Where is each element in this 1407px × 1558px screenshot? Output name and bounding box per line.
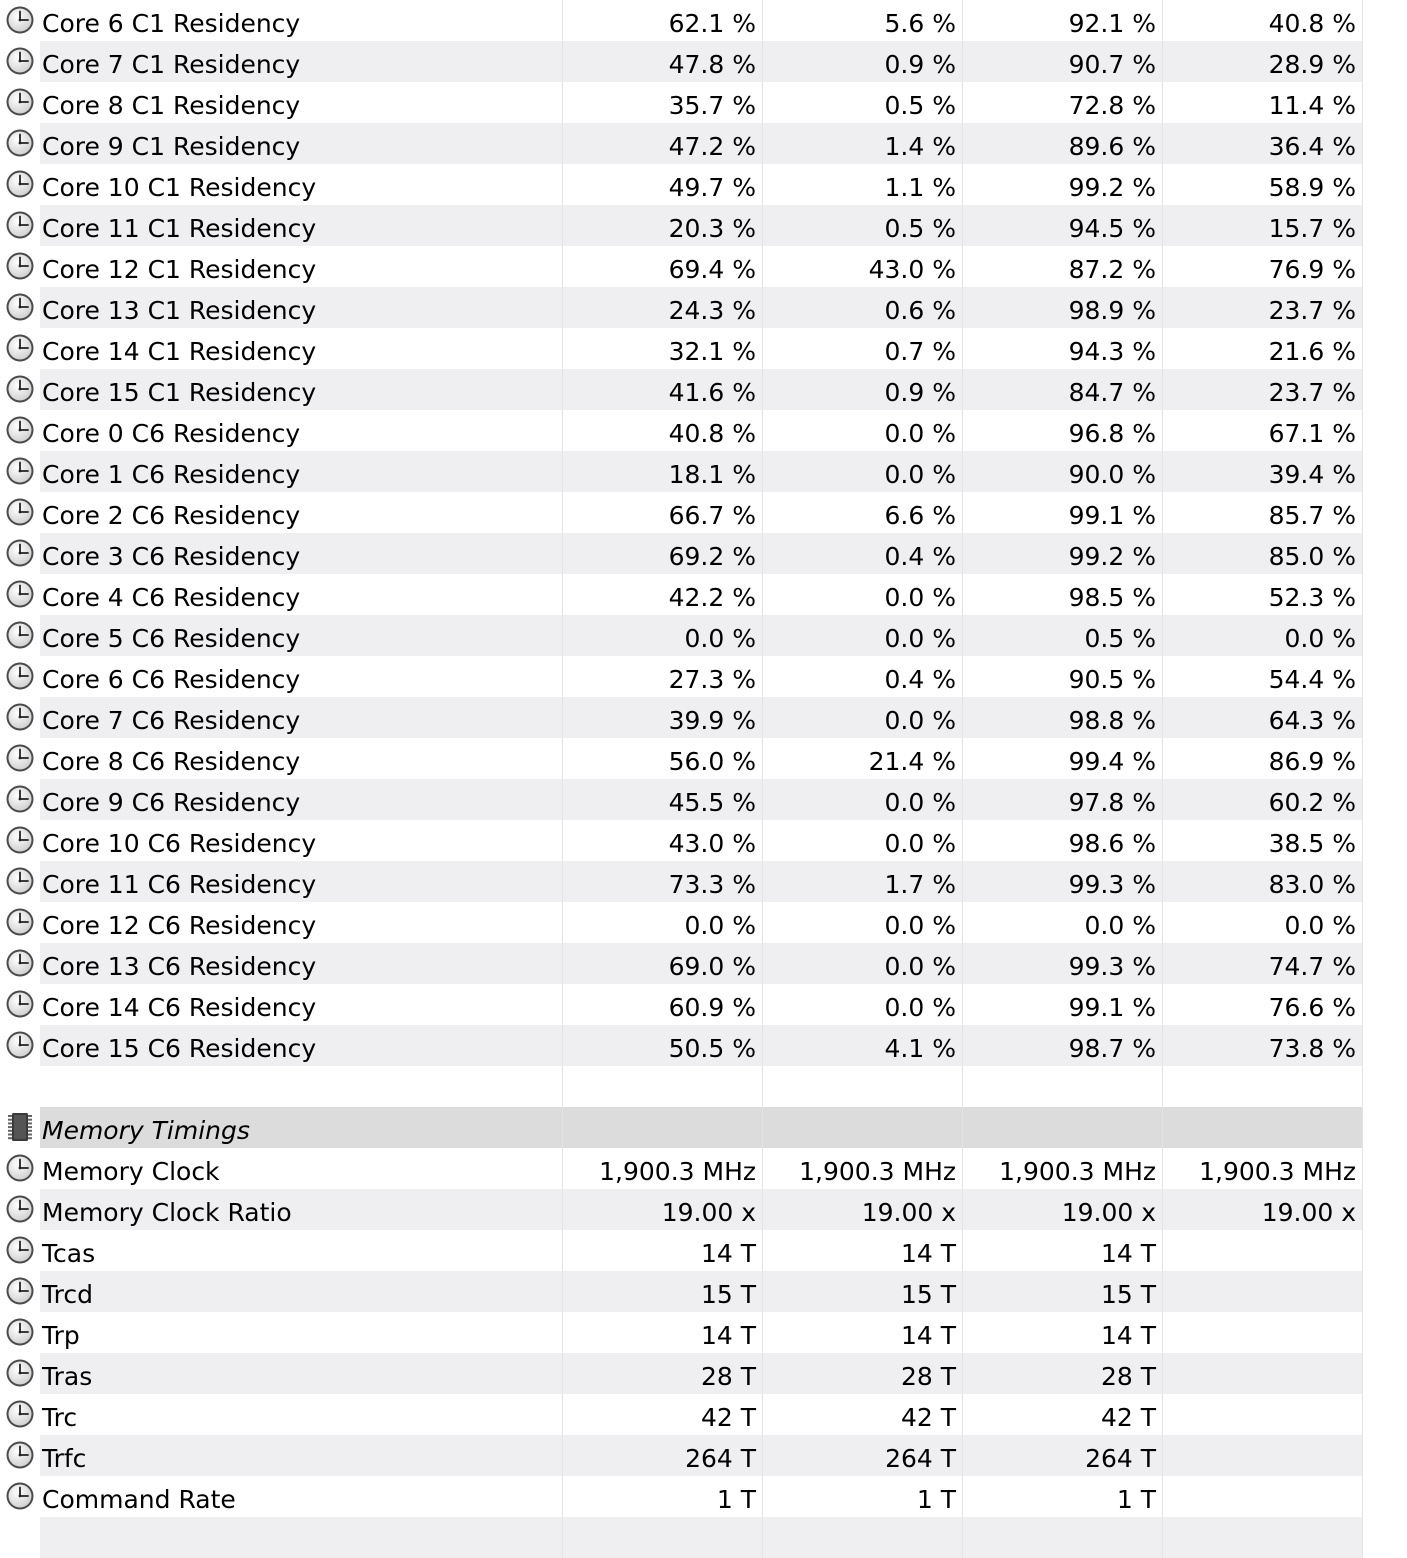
minimum-value: 1 T [916, 1485, 956, 1514]
average-value: 21.6 % [1268, 337, 1356, 366]
sensor-row[interactable] [0, 369, 1407, 410]
average-value: 0.0 % [1284, 911, 1356, 940]
clock-icon [5, 497, 35, 527]
clock-icon [5, 169, 35, 199]
clock-icon [5, 1276, 35, 1306]
average-value [1166, 1230, 1356, 1271]
minimum-value: 264 T [885, 1444, 956, 1473]
clock-icon [5, 1235, 35, 1265]
clock-icon [5, 1399, 35, 1429]
current-value: 62.1 % [668, 9, 756, 38]
sensor-row[interactable] [0, 1189, 1407, 1230]
maximum-value: 98.5 % [1068, 583, 1156, 612]
average-value [1166, 1271, 1356, 1312]
clock-icon [5, 866, 35, 896]
maximum-value: 28 T [1100, 1362, 1156, 1391]
sensor-label: Core 6 C6 Residency [42, 665, 301, 694]
average-value: 74.7 % [1268, 952, 1356, 981]
maximum-value: 87.2 % [1068, 255, 1156, 284]
minimum-value: 0.0 % [884, 993, 956, 1022]
average-value: 73.8 % [1268, 1034, 1356, 1063]
current-value: 35.7 % [668, 91, 756, 120]
sensor-row[interactable] [0, 1230, 1407, 1271]
clock-icon [5, 784, 35, 814]
minimum-value: 42 T [900, 1403, 956, 1432]
average-value: 23.7 % [1268, 296, 1356, 325]
clock-icon [5, 538, 35, 568]
sensor-row[interactable] [0, 984, 1407, 1025]
current-value: 47.8 % [668, 50, 756, 79]
clock-icon [5, 1030, 35, 1060]
group-label: Memory Timings [42, 1116, 250, 1145]
clock-icon [5, 743, 35, 773]
sensor-label: Core 1 C6 Residency [42, 460, 301, 489]
current-value: 66.7 % [668, 501, 756, 530]
sensor-label: Memory Clock [42, 1157, 220, 1186]
clock-icon [5, 907, 35, 937]
sensor-row[interactable] [0, 779, 1407, 820]
clock-icon [5, 1358, 35, 1388]
sensor-row[interactable] [0, 82, 1407, 123]
sensor-row[interactable] [0, 738, 1407, 779]
minimum-value: 28 T [900, 1362, 956, 1391]
minimum-value: 0.0 % [884, 952, 956, 981]
current-value: 14 T [700, 1239, 756, 1268]
clock-icon [5, 87, 35, 117]
clock-icon [5, 579, 35, 609]
current-value: 14 T [700, 1321, 756, 1350]
average-value: 11.4 % [1268, 91, 1356, 120]
clock-icon [5, 333, 35, 363]
average-value [1166, 1353, 1356, 1394]
maximum-value: 264 T [1085, 1444, 1156, 1473]
maximum-value: 98.7 % [1068, 1034, 1156, 1063]
sensor-label: Core 12 C6 Residency [42, 911, 317, 940]
minimum-value: 1.1 % [884, 173, 956, 202]
minimum-value: 0.0 % [884, 706, 956, 735]
average-value: 86.9 % [1268, 747, 1356, 776]
average-value: 67.1 % [1268, 419, 1356, 448]
group-header-row[interactable] [0, 1107, 1407, 1148]
average-value: 15.7 % [1268, 214, 1356, 243]
sensor-label: Trc [42, 1403, 78, 1432]
clock-icon [5, 251, 35, 281]
minimum-value: 1.7 % [884, 870, 956, 899]
minimum-value: 6.6 % [884, 501, 956, 530]
average-value: 64.3 % [1268, 706, 1356, 735]
current-value: 0.0 % [684, 911, 756, 940]
sensor-label: Core 11 C1 Residency [42, 214, 317, 243]
current-value: 42.2 % [668, 583, 756, 612]
sensor-label: Core 11 C6 Residency [42, 870, 317, 899]
sensor-label: Core 8 C1 Residency [42, 91, 301, 120]
sensor-label: Core 0 C6 Residency [42, 419, 301, 448]
current-value: 18.1 % [668, 460, 756, 489]
sensor-row[interactable] [0, 164, 1407, 205]
current-value: 27.3 % [668, 665, 756, 694]
current-value: 32.1 % [668, 337, 756, 366]
sensor-row[interactable] [0, 1025, 1407, 1066]
sensor-row[interactable] [0, 410, 1407, 451]
sensor-row[interactable] [0, 0, 1407, 41]
sensor-label: Core 14 C1 Residency [42, 337, 317, 366]
minimum-value: 43.0 % [868, 255, 956, 284]
maximum-value: 84.7 % [1068, 378, 1156, 407]
current-value: 41.6 % [668, 378, 756, 407]
minimum-value: 0.5 % [884, 91, 956, 120]
clock-icon [5, 1317, 35, 1347]
clock-icon [5, 415, 35, 445]
sensor-row[interactable] [0, 123, 1407, 164]
clock-icon [5, 128, 35, 158]
average-value: 0.0 % [1284, 624, 1356, 653]
average-value: 39.4 % [1268, 460, 1356, 489]
average-value [1166, 1312, 1356, 1353]
current-value: 1,900.3 MHz [599, 1157, 756, 1186]
sensor-row[interactable] [0, 1435, 1407, 1476]
average-value: 76.6 % [1268, 993, 1356, 1022]
average-value: 52.3 % [1268, 583, 1356, 612]
clock-icon [5, 825, 35, 855]
average-value: 54.4 % [1268, 665, 1356, 694]
clock-icon [5, 292, 35, 322]
current-value: 264 T [685, 1444, 756, 1473]
clock-icon [5, 702, 35, 732]
maximum-value: 99.1 % [1068, 501, 1156, 530]
minimum-value: 0.0 % [884, 624, 956, 653]
current-value: 69.0 % [668, 952, 756, 981]
current-value: 39.9 % [668, 706, 756, 735]
sensor-row[interactable] [0, 1148, 1407, 1189]
clock-icon [5, 456, 35, 486]
maximum-value: 94.5 % [1068, 214, 1156, 243]
maximum-value: 0.0 % [1084, 911, 1156, 940]
sensor-row[interactable] [0, 1353, 1407, 1394]
sensor-row[interactable] [0, 246, 1407, 287]
sensor-row[interactable] [0, 1394, 1407, 1435]
sensor-label: Trp [42, 1321, 80, 1350]
sensor-label: Core 13 C1 Residency [42, 296, 317, 325]
average-value: 58.9 % [1268, 173, 1356, 202]
current-value: 24.3 % [668, 296, 756, 325]
maximum-value: 99.2 % [1068, 542, 1156, 571]
minimum-value: 21.4 % [868, 747, 956, 776]
maximum-value: 90.7 % [1068, 50, 1156, 79]
sensor-label: Tras [42, 1362, 93, 1391]
sensor-label: Core 8 C6 Residency [42, 747, 301, 776]
sensor-row[interactable] [0, 533, 1407, 574]
sensor-label: Core 10 C6 Residency [42, 829, 317, 858]
sensor-row[interactable] [0, 615, 1407, 656]
minimum-value: 0.4 % [884, 665, 956, 694]
minimum-value: 14 T [900, 1239, 956, 1268]
sensor-label: Core 9 C6 Residency [42, 788, 301, 817]
sensor-label: Memory Clock Ratio [42, 1198, 292, 1227]
clock-icon [5, 620, 35, 650]
sensor-label: Core 10 C1 Residency [42, 173, 317, 202]
current-value: 45.5 % [668, 788, 756, 817]
average-value: 23.7 % [1268, 378, 1356, 407]
minimum-value: 0.0 % [884, 460, 956, 489]
maximum-value: 96.8 % [1068, 419, 1156, 448]
current-value: 47.2 % [668, 132, 756, 161]
minimum-value: 0.4 % [884, 542, 956, 571]
sensor-label: Core 2 C6 Residency [42, 501, 301, 530]
current-value: 56.0 % [668, 747, 756, 776]
minimum-value: 4.1 % [884, 1034, 956, 1063]
average-value: 85.7 % [1268, 501, 1356, 530]
sensor-row[interactable] [0, 697, 1407, 738]
minimum-value: 0.7 % [884, 337, 956, 366]
sensor-label: Core 7 C6 Residency [42, 706, 301, 735]
maximum-value: 89.6 % [1068, 132, 1156, 161]
blank-row [0, 1517, 1407, 1558]
maximum-value: 99.1 % [1068, 993, 1156, 1022]
average-value: 19.00 x [1261, 1198, 1356, 1227]
clock-icon [5, 1481, 35, 1511]
maximum-value: 92.1 % [1068, 9, 1156, 38]
sensor-label: Core 3 C6 Residency [42, 542, 301, 571]
minimum-value: 0.0 % [884, 911, 956, 940]
maximum-value: 90.0 % [1068, 460, 1156, 489]
sensor-row[interactable] [0, 328, 1407, 369]
minimum-value: 5.6 % [884, 9, 956, 38]
minimum-value: 0.5 % [884, 214, 956, 243]
sensor-label: Core 4 C6 Residency [42, 583, 301, 612]
sensor-label: Trfc [42, 1444, 87, 1473]
sensor-label: Core 14 C6 Residency [42, 993, 317, 1022]
sensor-row[interactable] [0, 1312, 1407, 1353]
maximum-value: 99.2 % [1068, 173, 1156, 202]
maximum-value: 19.00 x [1061, 1198, 1156, 1227]
sensor-row[interactable] [0, 656, 1407, 697]
current-value: 69.4 % [668, 255, 756, 284]
sensor-row[interactable] [0, 287, 1407, 328]
average-value [1166, 1394, 1356, 1435]
clock-icon [5, 5, 35, 35]
current-value: 20.3 % [668, 214, 756, 243]
current-value: 49.7 % [668, 173, 756, 202]
current-value: 28 T [700, 1362, 756, 1391]
average-value [1166, 1435, 1356, 1476]
average-value: 28.9 % [1268, 50, 1356, 79]
average-value: 83.0 % [1268, 870, 1356, 899]
current-value: 43.0 % [668, 829, 756, 858]
maximum-value: 1 T [1116, 1485, 1156, 1514]
maximum-value: 98.9 % [1068, 296, 1156, 325]
sensor-row[interactable] [0, 902, 1407, 943]
sensor-label: Trcd [42, 1280, 93, 1309]
clock-icon [5, 210, 35, 240]
sensor-label: Core 13 C6 Residency [42, 952, 317, 981]
sensor-label: Core 6 C1 Residency [42, 9, 301, 38]
minimum-value: 19.00 x [861, 1198, 956, 1227]
clock-icon [5, 661, 35, 691]
current-value: 73.3 % [668, 870, 756, 899]
maximum-value: 15 T [1100, 1280, 1156, 1309]
sensor-label: Core 15 C6 Residency [42, 1034, 317, 1063]
sensor-row[interactable] [0, 41, 1407, 82]
maximum-value: 42 T [1100, 1403, 1156, 1432]
current-value: 69.2 % [668, 542, 756, 571]
minimum-value: 0.0 % [884, 419, 956, 448]
sensor-row[interactable] [0, 1476, 1407, 1517]
maximum-value: 99.3 % [1068, 952, 1156, 981]
sensor-label: Core 15 C1 Residency [42, 378, 317, 407]
average-value: 38.5 % [1268, 829, 1356, 858]
sensor-label: Command Rate [42, 1485, 236, 1514]
clock-icon [5, 46, 35, 76]
sensor-row[interactable] [0, 943, 1407, 984]
minimum-value: 0.0 % [884, 829, 956, 858]
current-value: 40.8 % [668, 419, 756, 448]
minimum-value: 14 T [900, 1321, 956, 1350]
maximum-value: 98.6 % [1068, 829, 1156, 858]
minimum-value: 0.9 % [884, 378, 956, 407]
average-value: 85.0 % [1268, 542, 1356, 571]
current-value: 0.0 % [684, 624, 756, 653]
average-value [1166, 1476, 1356, 1517]
minimum-value: 0.6 % [884, 296, 956, 325]
current-value: 1 T [716, 1485, 756, 1514]
minimum-value: 1.4 % [884, 132, 956, 161]
maximum-value: 14 T [1100, 1239, 1156, 1268]
sensor-row[interactable] [0, 574, 1407, 615]
minimum-value: 15 T [900, 1280, 956, 1309]
average-value: 36.4 % [1268, 132, 1356, 161]
minimum-value: 0.0 % [884, 788, 956, 817]
clock-icon [5, 1440, 35, 1470]
average-value: 40.8 % [1268, 9, 1356, 38]
blank-row [0, 1066, 1407, 1107]
memory-chip-icon [5, 1112, 35, 1142]
minimum-value: 0.9 % [884, 50, 956, 79]
clock-icon [5, 1194, 35, 1224]
current-value: 42 T [700, 1403, 756, 1432]
average-value: 76.9 % [1268, 255, 1356, 284]
sensor-row[interactable] [0, 1271, 1407, 1312]
sensor-label: Core 12 C1 Residency [42, 255, 317, 284]
current-value: 50.5 % [668, 1034, 756, 1063]
average-value: 1,900.3 MHz [1199, 1157, 1356, 1186]
maximum-value: 1,900.3 MHz [999, 1157, 1156, 1186]
clock-icon [5, 374, 35, 404]
maximum-value: 0.5 % [1084, 624, 1156, 653]
current-value: 19.00 x [661, 1198, 756, 1227]
maximum-value: 99.4 % [1068, 747, 1156, 776]
sensor-label: Core 7 C1 Residency [42, 50, 301, 79]
current-value: 60.9 % [668, 993, 756, 1022]
sensor-label: Core 5 C6 Residency [42, 624, 301, 653]
sensor-row[interactable] [0, 451, 1407, 492]
maximum-value: 97.8 % [1068, 788, 1156, 817]
sensor-row[interactable] [0, 492, 1407, 533]
clock-icon [5, 1153, 35, 1183]
maximum-value: 14 T [1100, 1321, 1156, 1350]
sensor-row[interactable] [0, 861, 1407, 902]
maximum-value: 98.8 % [1068, 706, 1156, 735]
sensor-label: Core 9 C1 Residency [42, 132, 301, 161]
maximum-value: 72.8 % [1068, 91, 1156, 120]
maximum-value: 99.3 % [1068, 870, 1156, 899]
minimum-value: 0.0 % [884, 583, 956, 612]
maximum-value: 90.5 % [1068, 665, 1156, 694]
clock-icon [5, 948, 35, 978]
sensor-label: Tcas [42, 1239, 96, 1268]
maximum-value: 94.3 % [1068, 337, 1156, 366]
clock-icon [5, 989, 35, 1019]
average-value: 60.2 % [1268, 788, 1356, 817]
sensor-row[interactable] [0, 205, 1407, 246]
minimum-value: 1,900.3 MHz [799, 1157, 956, 1186]
current-value: 15 T [700, 1280, 756, 1309]
sensor-row[interactable] [0, 820, 1407, 861]
